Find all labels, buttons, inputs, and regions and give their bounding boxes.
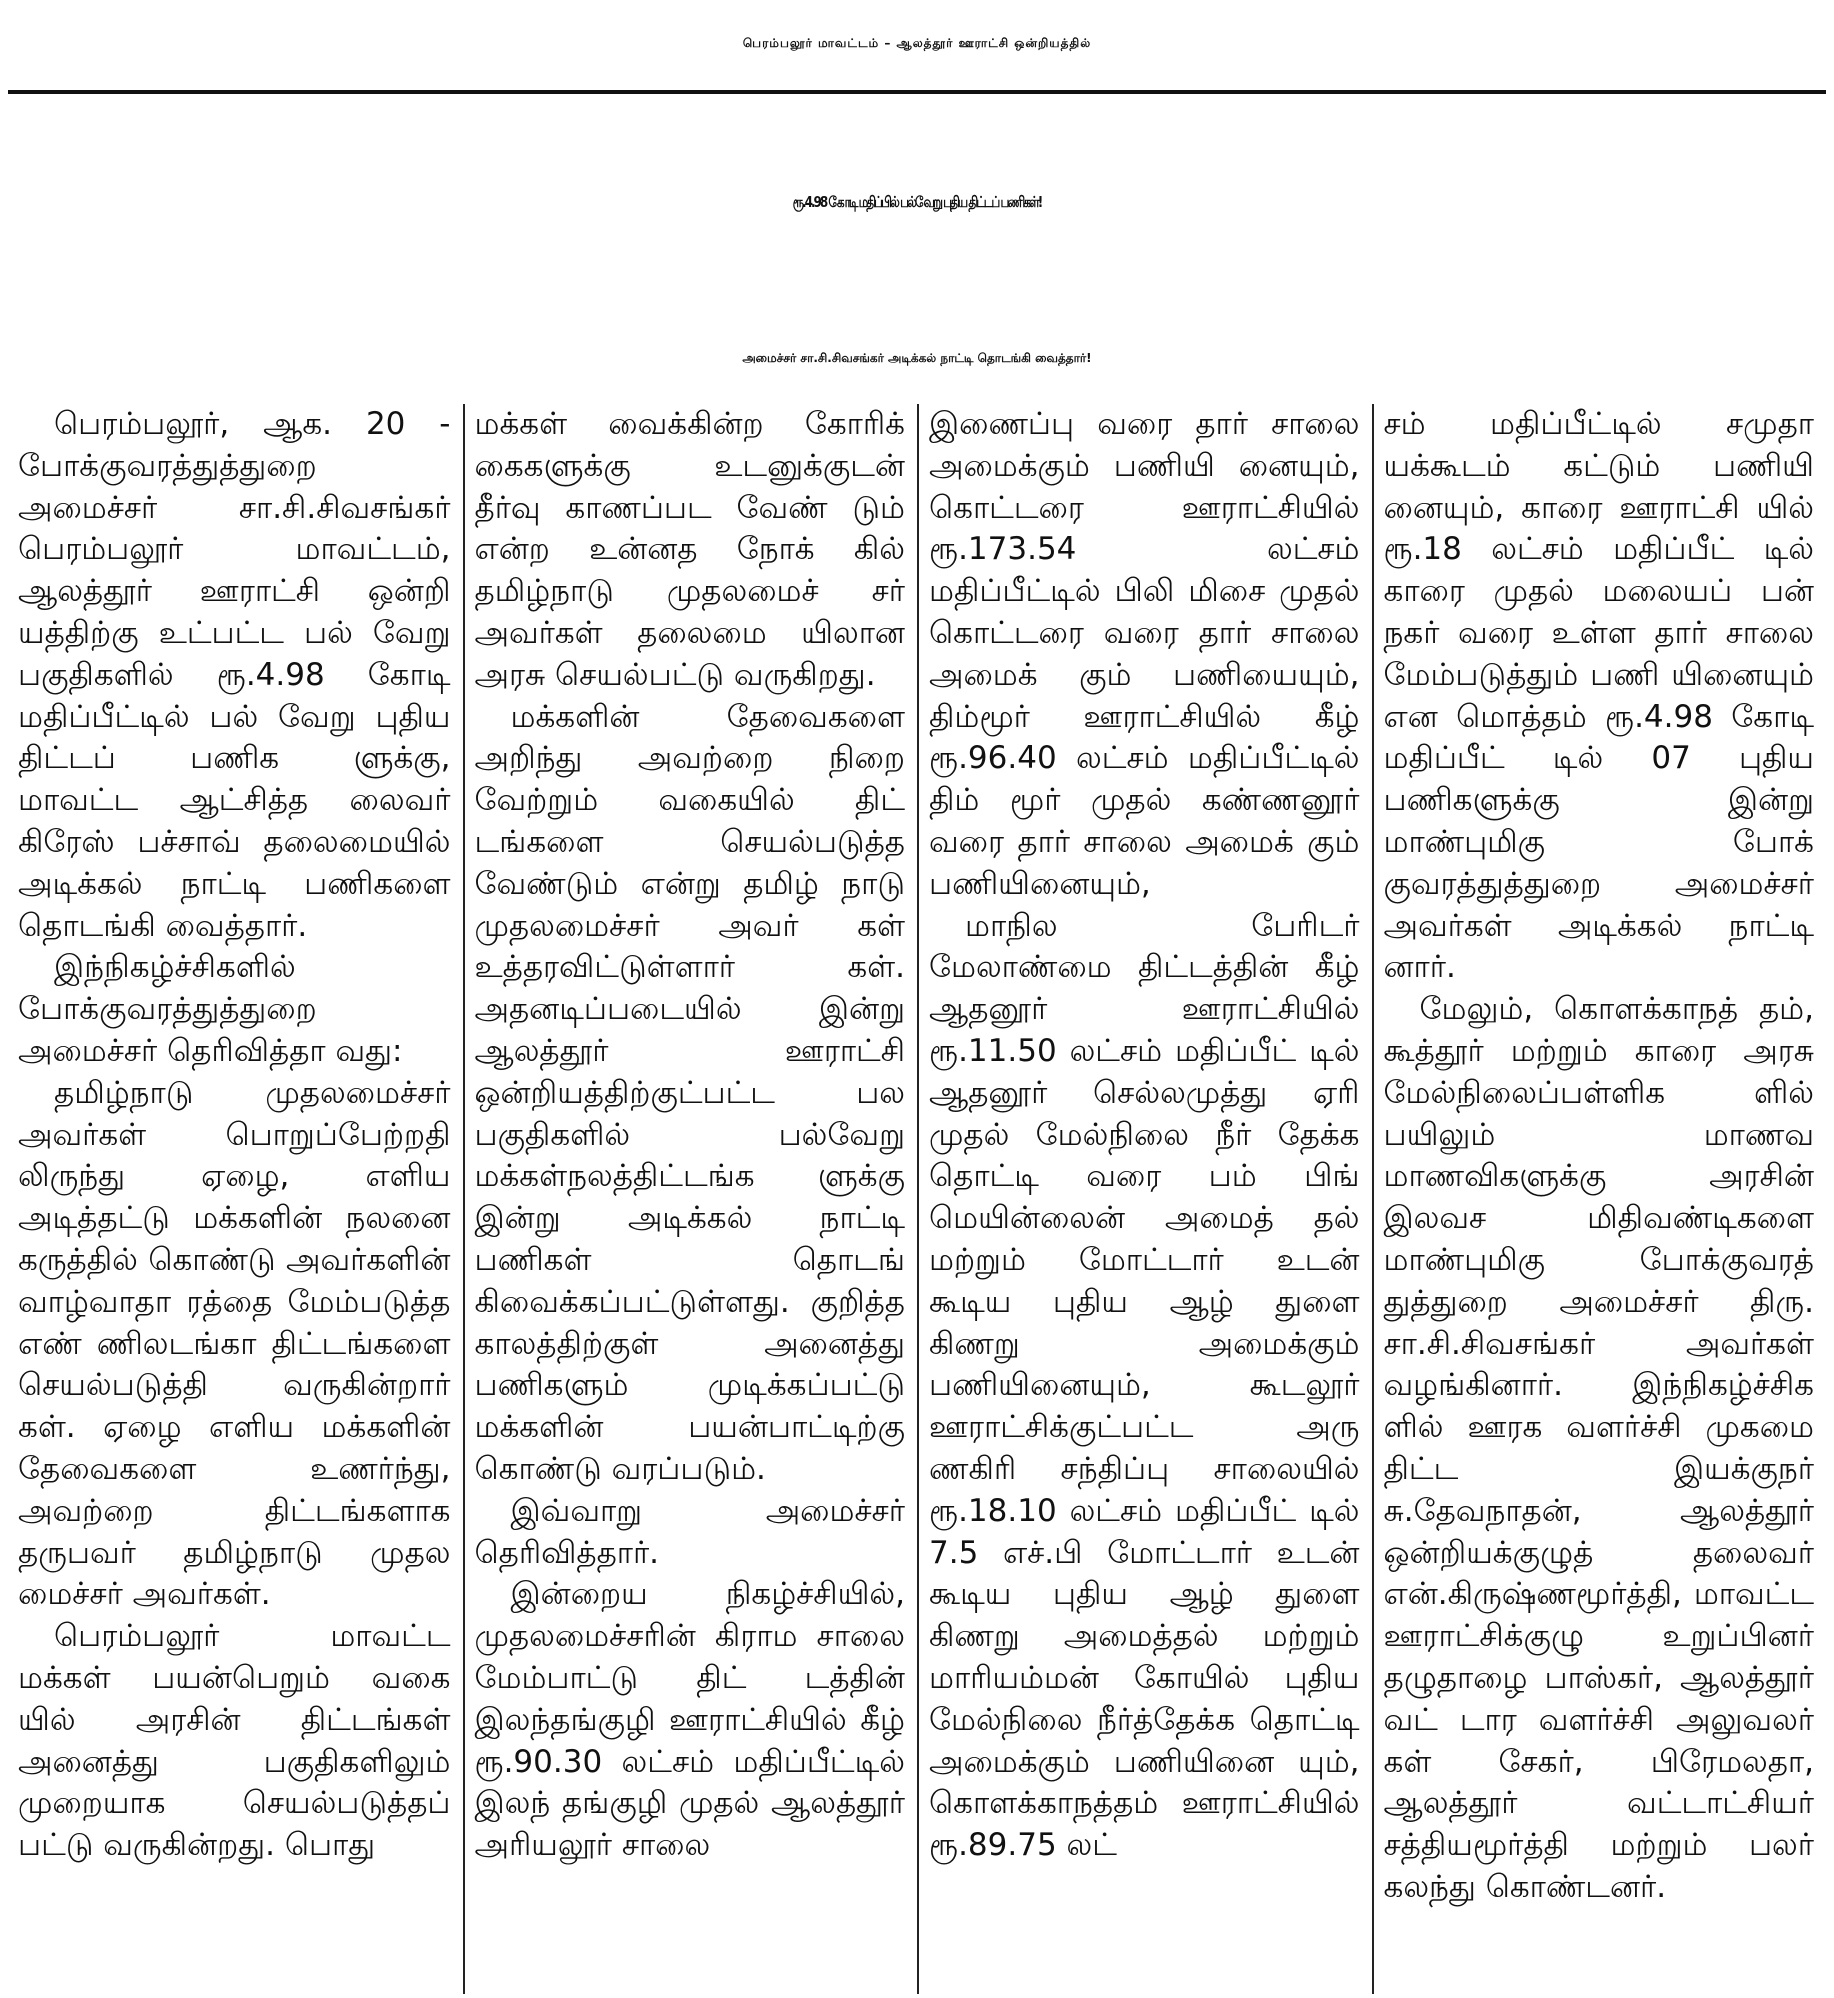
paragraph: மக்கள் வைக்கின்ற கோரிக் கைகளுக்கு உடனுக்குடன் தீர்வு காணப்பட வேண் டும் என்ற உன்னத நோக் கில் தமிழ்நாடு முதலமைச் சர் அவர்கள் தலைமை யிலான அரசு செயல்பட்டு வருகிறது. <box>474 406 905 693</box>
article-column-2 <box>463 404 918 1994</box>
paragraph: மாநில பேரிடர் மேலாண்மை திட்டத்தின் கீழ் ஆதனூர் ஊராட்சியில் ரூ.11.50 லட்சம் மதிப்பீட் டில் ஆதனூர் செல்லமுத்து ஏரி முதல் மேல்நிலை நீர் தேக்க தொட்டி வரை பம் பிங் மெயின்லைன் அமைத் தல் மற்றும் மோட்டார் உடன் கூடிய புதிய ஆழ் துளை கிணறு அமைக்கும் பணியினையும், கூடலூர் ஊராட்சிக்குட்பட்ட அரு ணகிரி சந்திப்பு சாலையில் ரூ.18.10 லட்சம் மதிப்பீட் டில் 7.5 எச்.பி மோட்டார் உடன் கூடிய புதிய ஆழ் துளை கிணறு அமைத்தல் மற்றும் மாரியம்மன் கோயில் புதிய மேல்நிலை நீர்த்தேக்க தொட்டி அமைக்கும் பணியினை யும், கொளக்காநத்தம் ஊராட்சியில் ரூ.89.75 லட் <box>929 907 1360 1864</box>
paragraph: மேலும், கொளக்காநத் தம், கூத்தூர் மற்றும் காரை அரசு மேல்நிலைப்பள்ளிக ளில் பயிலும் மாணவ மாணவிகளுக்கு அரசின் இலவச மிதிவண்டிகளை மாண்புமிகு போக்குவரத் துத்துறை அமைச்சர் திரு. சா.சி.சிவசங்கர் அவர்கள் வழங்கினார். இந்நிகழ்ச்சிக ளில் ஊரக வளர்ச்சி முகமை திட்ட இயக்குநர் சு.தேவநாதன், ஆலத்தூர் ஒன்றியக்குழுத் தலைவர் என்.கிருஷ்ணமூர்த்தி, மாவட்ட ஊராட்சிக்குழு உறுப்பினர் தழுதாழை பாஸ்கர், ஆலத்தூர் வட் டார வளர்ச்சி அலுவலர் கள் சேகர், பிரேமலதா, ஆலத்தூர் வட்டாட்சியர் சத்தியமூர்த்தி மற்றும் பலர் கலந்து கொண்டனர். <box>1383 991 1814 1905</box>
paragraph: மக்களின் தேவைகளை அறிந்து அவற்றை நிறை வேற்றும் வகையில் திட் டங்களை செயல்படுத்த வேண்டும் என்று தமிழ் நாடு முதலமைச்சர் அவர் கள் உத்தரவிட்டுள்ளார் கள். அதனடிப்படையில் இன்று ஆலத்தூர் ஊராட்சி ஒன்றியத்திற்குட்பட்ட பல பகுதிகளில் பல்வேறு மக்கள்நலத்திட்டங்க ளுக்கு இன்று அடிக்கல் நாட்டி பணிகள் தொடங் கிவைக்கப்பட்டுள்ளது. குறித்த காலத்திற்குள் அனைத்து பணிகளும் முடிக்கப்பட்டு மக்களின் பயன்பாட்டிற்கு கொண்டு வரப்படும். <box>474 698 905 1487</box>
article-column-4 <box>1372 404 1827 1994</box>
article-body <box>8 404 1826 1994</box>
main-headline: ரூ.4.98 கோடி மதிப்பில் பல்வேறு புதிய திட்டப் பணிகள்! <box>792 193 1042 211</box>
paragraph: இந்நிகழ்ச்சிகளில் போக்குவரத்துத்துறை அமைச்சர் தெரிவித்தா வது: <box>18 949 403 1069</box>
paragraph: இவ்வாறு அமைச்சர் தெரிவித்தார். <box>474 1492 905 1571</box>
article-column-3 <box>917 404 1372 1994</box>
paragraph: பெரம்பலூர், ஆக. 20 - போக்குவரத்துத்துறை அமைச்சர் சா.சி.சிவசங்கர் பெரம்பலூர் மாவட்டம், ஆலத்தூர் ஊராட்சி ஒன்றி யத்திற்கு உட்பட்ட பல் வேறு பகுதிகளில் ரூ.4.98 கோடி மதிப்பீட்டில் பல் வேறு புதிய திட்டப் பணிக ளுக்கு, மாவட்ட ஆட்சித்த லைவர் கிரேஸ் பச்சாவ் தலைமையில் அடிக்கல் நாட்டி பணிகளை தொடங்கி வைத்தார். <box>18 406 451 944</box>
paragraph: இன்றைய நிகழ்ச்சியில், முதலமைச்சரின் கிராம சாலை மேம்பாட்டு திட் டத்தின் இலந்தங்குழி ஊராட்சியில் கீழ் ரூ.90.30 லட்சம் மதிப்பீட்டில் இலந் தங்குழி முதல் ஆலத்தூர் அரியலூர் சாலை <box>474 1576 905 1864</box>
paragraph: இணைப்பு வரை தார் சாலை அமைக்கும் பணியி னையும், கொட்டரை ஊராட்சியில் ரூ.173.54 லட்சம் மதிப்பீட்டில் பிலி மிசை முதல் கொட்டரை வரை தார் சாலை அமைக் கும் பணியையும், திம்மூர் ஊராட்சியில் கீழ் ரூ.96.40 லட்சம் மதிப்பீட்டில் திம் மூர் முதல் கண்ணனூர் வரை தார் சாலை அமைக் கும் பணியினையும், <box>929 406 1360 902</box>
paragraph: தமிழ்நாடு முதலமைச்சர் அவர்கள் பொறுப்பேற்றதி லிருந்து ஏழை, எளிய அடித்தட்டு மக்களின் நலனை கருத்தில் கொண்டு அவர்களின் வாழ்வாதா ரத்தை மேம்படுத்த எண் ணிலடங்கா திட்டங்களை செயல்படுத்தி வருகின்றார் கள். ஏழை எளிய மக்களின் தேவைகளை உணர்ந்து, அவற்றை திட்டங்களாக தருபவர் தமிழ்நாடு முதல மைச்சர் அவர்கள். <box>18 1074 451 1613</box>
paragraph: சம் மதிப்பீட்டில் சமுதா யக்கூடம் கட்டும் பணியி னையும், காரை ஊராட்சி யில் ரூ.18 லட்சம் மதிப்பீட் டில் காரை முதல் மலையப் பன் நகர் வரை உள்ள தார் சாலை மேம்படுத்தும் பணி யினையும் என மொத்தம் ரூ.4.98 கோடி மதிப்பீட் டில் 07 புதிய பணிகளுக்கு இன்று மாண்புமிகு போக் குவரத்துத்துறை அமைச்சர் அவர்கள் அடிக்கல் நாட்டி னார். <box>1383 406 1814 986</box>
article-column-1 <box>8 404 463 1994</box>
paragraph: பெரம்பலூர் மாவட்ட மக்கள் பயன்பெறும் வகை யில் அரசின் திட்டங்கள் அனைத்து பகுதிகளிலும் முறையாக செயல்படுத்தப் பட்டு வருகின்றது. பொது <box>18 1618 451 1864</box>
sub-headline: அமைச்சர் சா.சி.சிவசங்கர் அடிக்கல் நாட்டி தொடங்கி வைத்தார்! <box>742 351 1092 365</box>
kicker-heading: பெரம்பலூர் மாவட்டம் – ஆலத்தூர் ஊராட்சி ஒன்றியத்தில் <box>742 36 1092 50</box>
